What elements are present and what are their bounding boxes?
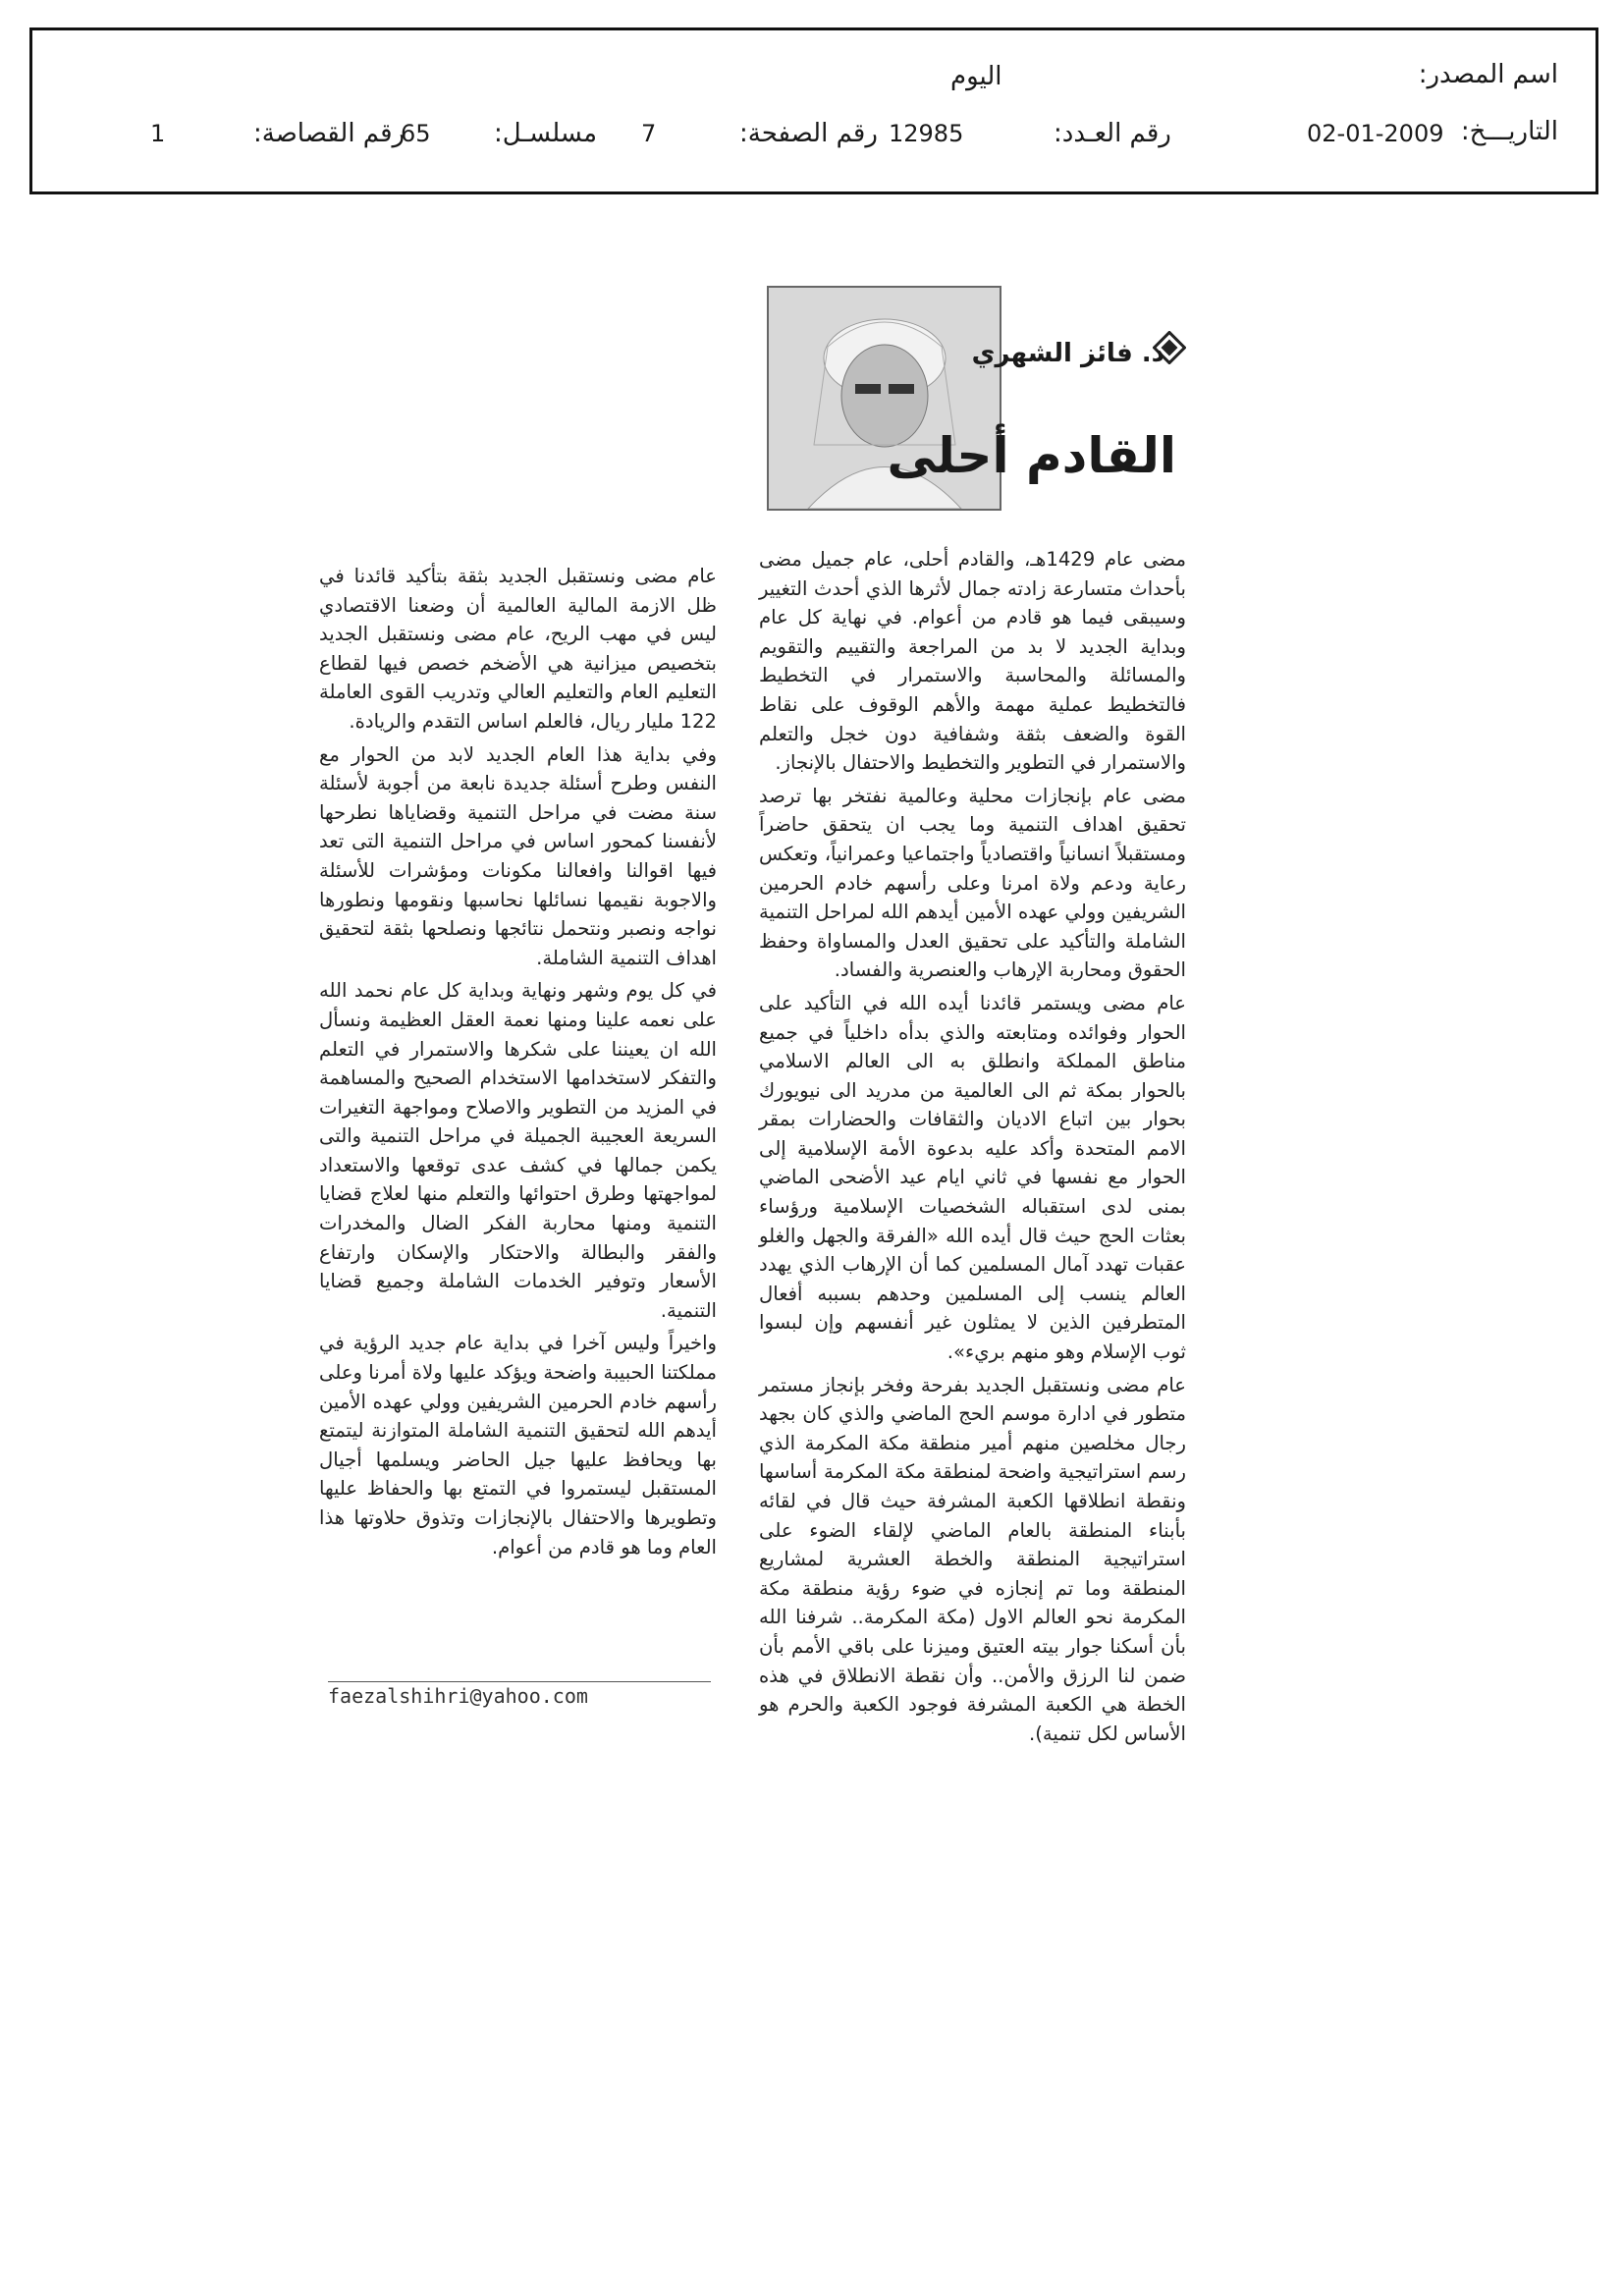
paragraph: واخيراً وليس آخرا في بداية عام جديد الرؤية في مملكتنا الحبيبة واضحة ويؤكد عليها ولاة أمرنا وعلى رأسهم خادم الحرمين الشريفين وولي عهده الأمين أيدهم الله لتحقيق التنمية الشاملة المتوازنة ليتمتع بها ويحافظ عليها جيل الحاضر ويسلمها أجيال المستقبل ليستمروا في التمتع بها والحفاظ عليها وتطويرها والاحتفال بالإنجازات وتذوق حلاوتها هذا العام وما هو قادم من أعوام. xyxy=(319,1332,717,1558)
email-divider xyxy=(328,1681,711,1682)
source-value: اليوم xyxy=(950,62,1002,91)
author-email[interactable]: faezalshihri@yahoo.com xyxy=(328,1684,588,1708)
source-label: اسم المصدر: xyxy=(1418,60,1558,89)
date-label: التاريـــخ: xyxy=(1460,117,1558,146)
paragraph: عام مضى ونستقبل الجديد بثقة بتأكيد قائدنا في ظل الازمة المالية العالمية أن وضعنا الاقتصادي ليس في مهب الريح، عام مضى ونستقبل الجديد بتخصيص ميزانية هي الأضخم خصص فيها لقطاع التعليم العام والتعليم العالي وتدريب القوى العاملة 122 مليار ريال، فالعلم اساس التقدم والريادة. xyxy=(319,565,717,733)
paragraph: مضى عام بإنجازات محلية وعالمية نفتخر بها ترصد تحقيق اهداف التنمية وما يجب ان يتحقق حاضراً ومستقبلاً انسانياً واقتصادياً واجتماعيا وعمرانياً، وتعكس رعاية ودعم ولاة امرنا وعلى رأسهم خادم الحرمين الشريفين وولي عهده الأمين أيدهم الله لمراحل التنمية الشاملة والتأكيد على تحقيق العدل والمساواة وحفظ الحقوق ومحاربة الإرهاب والعنصرية والفساد. xyxy=(759,784,1186,982)
article-column-left xyxy=(319,562,717,1565)
serial-label: مسلسـل: xyxy=(494,119,597,148)
paragraph: عام مضى ويستمر قائدنا أيده الله في التأكيد على الحوار وفوائده ومتابعته والذي بدأه داخلياً في جميع مناطق المملكة وانطلق به الى العالم الاسلامي بالحوار بمكة ثم الى العالمية من مدريد الى نيويورك بحوار بين اتباع الاديان والثقافات والحضارات بمقر الامم المتحدة وأكد عليه بدعوة الأمة الإسلامية إلى الحوار مع نفسها في ثاني ايام عيد الأضحى الماضي بمنى لدى استقباله الشخصيات الإسلامية ورؤساء بعثات الحج حيث قال أيده الله «الفرقة والجهل والغلو عقبات تهدد آمال المسلمين كما أن الإرهاب الذي يهدد العالم ينسب إلى المسلمين وحدهم بسببه أفعال المتطرفين الذين لا يمثلون غير أنفسهم وإن لبسوا ثوب الإسلام وهو منهم بريء». xyxy=(759,991,1186,1364)
date-value: 02-01-2009 xyxy=(1307,120,1444,147)
paragraph: مضى عام 1429هـ، والقادم أحلى، عام جميل مضى بأحداث متسارعة زادته جمال لأثرها الذي أحدث التغيير وسيبقى فيما هو قادم من أعوام. في نهاية كل عام وبداية الجديد لا بد من المراجعة والتقييم والتقويم والمسائلة والمحاسبة والاستمرار في التخطيط فالتخطيط عملية مهمة والأهم الوقوف على نقاط القوة والضعف بثقة وشفافية دون خجل والتعلم والاستمرار في التطوير والتخطيط والاحتفال بالإنجاز. xyxy=(759,548,1187,775)
paragraph: وفي بداية هذا العام الجديد لابد من الحوار مع النفس وطرح أسئلة جديدة نابعة من أجوبة لأسئلة سنة مضت في مراحل التنمية وقضاياها نطرحها لأنفسنا كمحور اساس في مراحل التنمية التى تعد فيها اقوالنا وافعالنا مكونات ومؤشرات للأسئلة والاجوبة نقيمها نسائلها نحاسبها ونقومها ونطورها نواجه ونصبر ونتحمل نتائجها ونصلحها بثقة لتحقيق اهداف التنمية الشاملة. xyxy=(319,742,717,969)
serial-value: 65 xyxy=(401,120,431,147)
article-heading xyxy=(759,280,1186,520)
article-title: القادم أحلى xyxy=(887,427,1176,484)
page-value: 7 xyxy=(641,120,657,147)
issue-label: رقم العـدد: xyxy=(1054,119,1171,148)
clip-label: رقم القصاصة: xyxy=(253,119,406,148)
issue-value: 12985 xyxy=(889,120,964,147)
clipping-header xyxy=(29,27,1598,194)
article-column-right xyxy=(759,545,1186,1752)
author-name: د. فائز الشهري xyxy=(971,339,1164,368)
paragraph: عام مضى ونستقبل الجديد بفرحة وفخر بإنجاز مستمر متطور في ادارة موسم الحج الماضي والذي كان بجهد رجال مخلصين منهم أمير منطقة مكة المكرمة الذي رسم استراتيجية واضحة لمنطقة مكة المكرمة أساسها ونقطة انطلاقها الكعبة المشرفة حيث قال في لقائه بأبناء المنطقة بالعام الماضي لإلقاء الضوء على استراتيجية المنطقة والخطة العشرية لمشاريع المنطقة وما تم إنجازه في ضوء رؤية منطقة مكة المكرمة نحو العالم الاول (مكة المكرمة.. شرفنا الله بأن أسكنا جوار بيته العتيق وميزنا على باقي الأمم بأن ضمن لنا الرزق والأمن.. وأن نقطة الانطلاق في هذه الخطة هي الكعبة المشرفة فوجود الكعبة والحرم هو الأساس لكل تنمية). xyxy=(759,1373,1186,1745)
paragraph: في كل يوم وشهر ونهاية وبداية كل عام نحمد الله على نعمه علينا ومنها نعمة العقل العظيمة ونسأل الله ان يعيننا على شكرها والاستمرار في التعلم والتفكر لاستخدامها الاستخدام الصحيح والمساهمة في المزيد من التطوير والاصلاح ومواجهة التغيرات السريعة العجيبة الجميلة في مراحل التنمية والتى يكمن جمالها في كشف عدى توقعها والاستعداد لمواجهتها وطرق احتوائها والتعلم منها لعلاج قضايا التنمية ومنها محاربة الفكر الضال والمخدرات والفقر والبطالة والاحتكار والإسكان وارتفاع الأسعار وتوفير الخدمات الشاملة وجميع قضايا التنمية. xyxy=(319,979,717,1322)
clip-value: 1 xyxy=(150,120,166,147)
page-label: رقم الصفحة: xyxy=(739,119,878,148)
